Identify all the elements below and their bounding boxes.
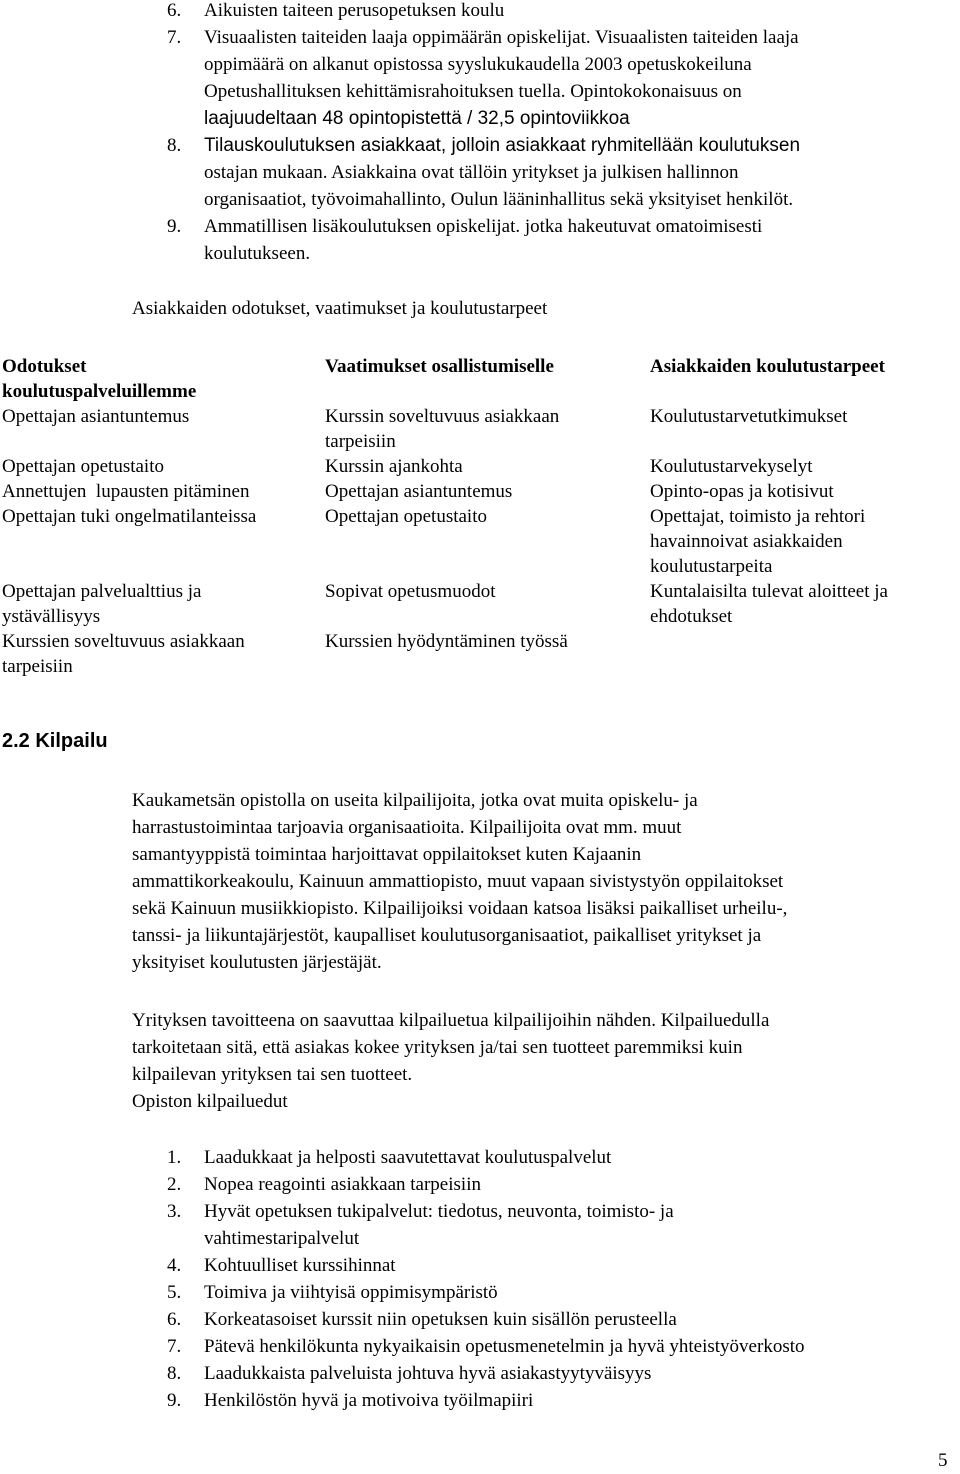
list-item: Nopea reagointi asiakkaan tarpeisiin xyxy=(204,1174,481,1195)
list-item-8-line: organisaatiot, työvoimahallinto, Oulun lääninhallitus sekä yksityiset henkilöt. xyxy=(204,189,794,210)
header-vaatimukset: Vaatimukset osallistumiselle xyxy=(325,356,554,377)
paragraph-line: samantyyppistä toimintaa harjoittavat oppilaitokset kuten Kajaanin xyxy=(132,844,642,865)
list-item: Korkeatasoiset kurssit niin opetuksen kuin sisällön perusteella xyxy=(204,1309,677,1330)
list-item-7-line: laajuudeltaan 48 opintopistettä / 32,5 opintoviikkoa xyxy=(204,108,630,129)
table-cell: Kurssien soveltuvuus asiakkaan xyxy=(2,631,245,652)
list-number: 2. xyxy=(167,1174,182,1195)
page-number: 5 xyxy=(938,1450,948,1471)
table-cell: tarpeisiin xyxy=(2,656,73,677)
list-number: 6. xyxy=(167,0,182,21)
list-item: Pätevä henkilökunta nykyaikaisin opetusmenetelmin ja hyvä yhteistyöverkosto xyxy=(204,1336,805,1357)
paragraph-subheading: Opiston kilpailuedut xyxy=(132,1091,288,1112)
table-cell: Opettajat, toimisto ja rehtori xyxy=(650,506,866,527)
table-cell: ystävällisyys xyxy=(2,606,101,627)
list-number: 7. xyxy=(167,27,182,48)
table-cell: Opettajan opetustaito xyxy=(2,456,164,477)
list-number: 9. xyxy=(167,1390,182,1411)
list-item-7-line: Opetushallituksen kehittämisrahoituksen tuella. Opintokokonaisuus on xyxy=(204,81,742,102)
list-item: Henkilöstön hyvä ja motivoiva työilmapiiri xyxy=(204,1390,534,1411)
list-number: 4. xyxy=(167,1255,182,1276)
header-odotukset: Odotukset xyxy=(2,356,87,377)
table-cell: Koulutustarvetutkimukset xyxy=(650,406,848,427)
section-heading: 2.2 Kilpailu xyxy=(2,730,108,752)
table-cell: Opinto-opas ja kotisivut xyxy=(650,481,834,502)
paragraph-line: kilpailevan yrityksen tai sen tuotteet. xyxy=(132,1064,413,1085)
list-number: 7. xyxy=(167,1336,182,1357)
list-item: Laadukkaista palveluista johtuva hyvä asiakastyytyväisyys xyxy=(204,1363,652,1384)
table-cell: Opettajan tuki ongelmatilanteissa xyxy=(2,506,257,527)
paragraph-line: ammattikorkeakoulu, Kainuun ammattiopisto, muut vapaan sivistystyön oppilaitokset xyxy=(132,871,784,892)
list-number: 9. xyxy=(167,216,182,237)
table-cell: ehdotukset xyxy=(650,606,733,627)
paragraph-line: Yrityksen tavoitteena on saavuttaa kilpailuetua kilpailijoihin nähden. Kilpailuedulla xyxy=(132,1010,770,1031)
table-cell: Sopivat opetusmuodot xyxy=(325,581,496,602)
paragraph-line: harrastustoimintaa tarjoavia organisaatioita. Kilpailijoita ovat mm. muut xyxy=(132,817,682,838)
table-cell: Opettajan palvelualttius ja xyxy=(2,581,202,602)
list-item-6: Aikuisten taiteen perusopetuksen koulu xyxy=(204,0,505,21)
list-item-7-line: Visuaalisten taiteiden laaja oppimäärän opiskelijat. Visuaalisten taiteiden laaja xyxy=(204,27,799,48)
list-item-9-line: koulutukseen. xyxy=(204,243,311,264)
table-cell: Opettajan asiantuntemus xyxy=(325,481,513,502)
paragraph-line: tarkoitetaan sitä, että asiakas kokee yrityksen ja/tai sen tuotteet paremmiksi kuin xyxy=(132,1037,743,1058)
table-cell: koulutustarpeita xyxy=(650,556,773,577)
table-cell: Kuntalaisilta tulevat aloitteet ja xyxy=(650,581,888,602)
table-title: Asiakkaiden odotukset, vaatimukset ja koulutustarpeet xyxy=(132,298,548,319)
table-cell: Kurssien hyödyntäminen työssä xyxy=(325,631,568,652)
table-cell: Annettujen lupausten pitäminen xyxy=(2,481,250,502)
table-cell: Kurssin soveltuvuus asiakkaan xyxy=(325,406,560,427)
list-item-8-line: Tilauskoulutuksen asiakkaat, jolloin asiakkaat ryhmitellään koulutuksen xyxy=(204,135,801,156)
paragraph-line: Kaukametsän opistolla on useita kilpailijoita, jotka ovat muita opiskelu- ja xyxy=(132,790,698,811)
header-koulutustarpeet: Asiakkaiden koulutustarpeet xyxy=(650,356,885,377)
list-item: vahtimestaripalvelut xyxy=(204,1228,360,1249)
table-cell: tarpeisiin xyxy=(325,431,396,452)
list-number: 6. xyxy=(167,1309,182,1330)
list-item: Hyvät opetuksen tukipalvelut: tiedotus, neuvonta, toimisto- ja xyxy=(204,1201,674,1222)
list-item: Laadukkaat ja helposti saavutettavat koulutuspalvelut xyxy=(204,1147,612,1168)
list-item-8-line: ostajan mukaan. Asiakkaina ovat tällöin yritykset ja julkisen hallinnon xyxy=(204,162,739,183)
list-item: Toimiva ja viihtyisä oppimisympäristö xyxy=(204,1282,498,1303)
list-item-9-line: Ammatillisen lisäkoulutuksen opiskelijat. jotka hakeutuvat omatoimisesti xyxy=(204,216,763,237)
table-cell: Kurssin ajankohta xyxy=(325,456,463,477)
list-number: 8. xyxy=(167,135,182,156)
paragraph-line: yksityiset koulutusten järjestäjät. xyxy=(132,952,382,973)
header-odotukset-line2: koulutuspalveluillemme xyxy=(2,381,197,402)
table-cell: Opettajan asiantuntemus xyxy=(2,406,190,427)
list-item: Kohtuulliset kurssihinnat xyxy=(204,1255,396,1276)
paragraph-line: sekä Kainuun musiikkiopisto. Kilpailijoiksi voidaan katsoa lisäksi paikalliset urheilu-, xyxy=(132,898,788,919)
list-number: 1. xyxy=(167,1147,182,1168)
table-cell: havainnoivat asiakkaiden xyxy=(650,531,843,552)
paragraph-line: tanssi- ja liikuntajärjestöt, kaupalliset koulutusorganisaatiot, paikalliset yritykset ja xyxy=(132,925,762,946)
list-number: 3. xyxy=(167,1201,182,1222)
list-item-7-line: oppimäärä on alkanut opistossa syyslukukaudella 2003 opetuskokeiluna xyxy=(204,54,752,75)
list-number: 8. xyxy=(167,1363,182,1384)
table-cell: Koulutustarvekyselyt xyxy=(650,456,813,477)
table-cell: Opettajan opetustaito xyxy=(325,506,487,527)
list-number: 5. xyxy=(167,1282,182,1303)
